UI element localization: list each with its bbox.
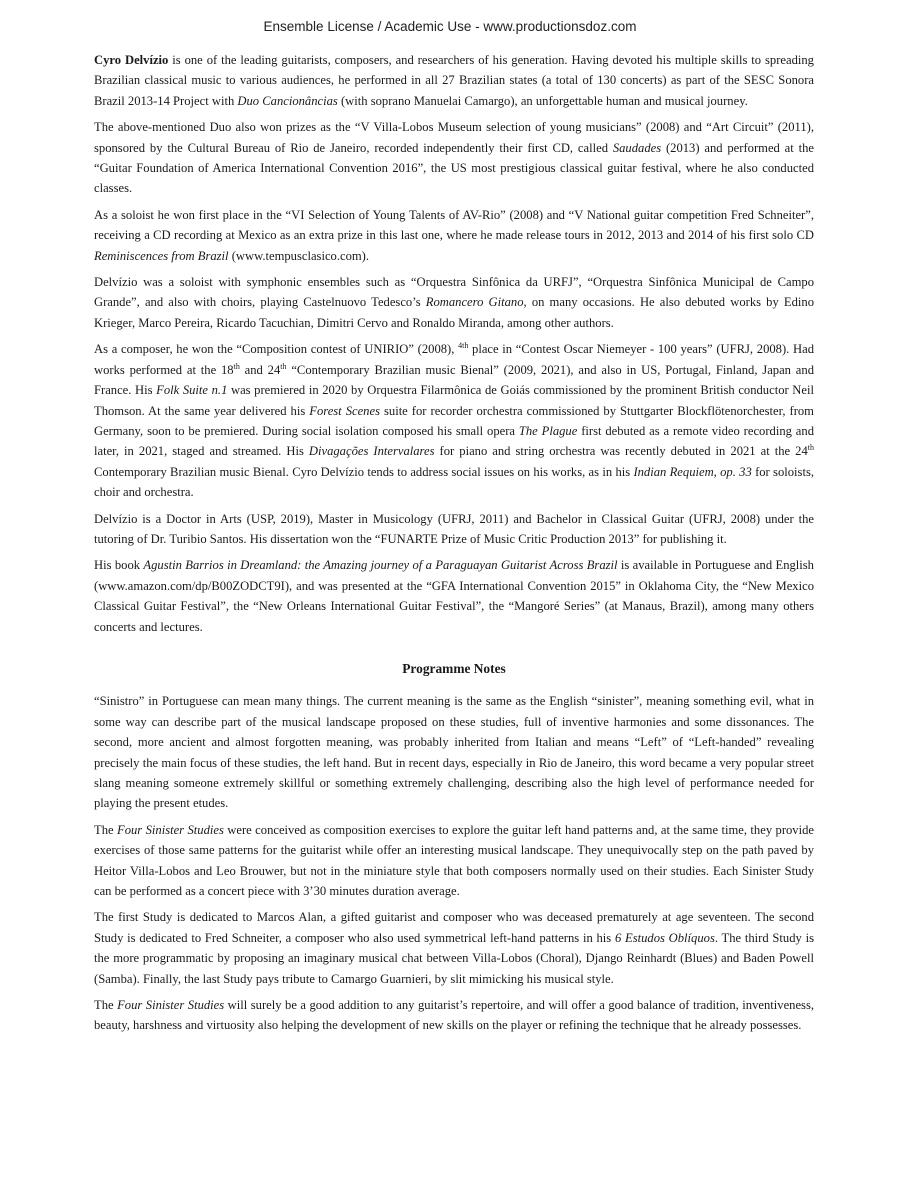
programme-paragraph-2 <box>94 820 814 902</box>
ordinal-superscript: 4th <box>458 341 469 351</box>
italic-title: Four Sinister Studies <box>117 998 225 1013</box>
text-run: . The third Study is the more programmatic by proposing an imaginary musical chat between Villa-Lobos (Choral), Django Reinhardt (Blues) and Baden Powell (Samba). Finally, the last Study pays tribute to Camargo Guarnieri, by slit mimicking his musical style. <box>94 930 814 986</box>
programme-paragraph-4 <box>94 995 814 1036</box>
text-run: for soloists, choir and orchestra. <box>94 464 814 500</box>
italic-title: Duo Cancionâncias <box>237 93 338 108</box>
italic-title: Agustin Barrios in Dreamland: the Amazing journey of a Paraguayan Guitarist Across Brazil <box>143 558 618 573</box>
text-run: is one of the leading guitarists, composers, and researchers of his generation. Having devoted his multiple skills to spreading Brazilian classical music to various audiences, he performed in all 27 Brazilian states (a total of 130 concerts) as part of the SESC Sonora Brazil 2013-14 Project with <box>94 53 814 108</box>
document-body <box>94 50 814 1036</box>
text-run: As a soloist he won first place in the “VI Selection of Young Talents of AV-Rio” (2008) and “V National guitar competition Fred Schneiter”, receiving a CD recording at Mexico as an extra prize in this last one, where he made release tours in 2012, 2013 and 2014 of his first solo CD <box>94 207 814 243</box>
text-run: Delvízio is a Doctor in Arts (USP, 2019), Master in Musicology (UFRJ, 2011) and Bachelor in Classical Guitar (UFRJ, 2008) under the tutoring of Dr. Turibio Santos. His dissertation won the “FUNARTE Prize of Music Critic Production 2013” for publishing it. <box>94 511 814 546</box>
bio-paragraph-4 <box>94 272 814 333</box>
text-run: (with soprano Manuelai Camargo), an unforgettable human and musical journey. <box>337 93 748 108</box>
italic-title: The Plague <box>518 423 578 438</box>
text-run: “Contemporary Brazilian music Bienal” (2009, 2021), and also in US, Portugal, Finland, Japan and France. His <box>94 362 814 398</box>
italic-title: Reminiscences from Brazil <box>94 248 229 263</box>
italic-title: Indian Requiem, op. 33 <box>633 464 752 479</box>
italic-title: Folk Suite n.1 <box>156 383 228 398</box>
italic-title: Four Sinister Studies <box>117 822 224 837</box>
text-run: and 24 <box>239 362 281 377</box>
ordinal-superscript: th <box>233 361 240 371</box>
text-run: The above-mentioned Duo also won prizes as the “V Villa-Lobos Museum selection of young musicians” (2008) and “Art Circuit” (2011), sponsored by the Cultural Bureau of Rio de Janeiro, recorded independently their first CD, called <box>94 120 814 155</box>
text-run: (www.tempusclasico.com). <box>228 248 370 263</box>
text-run: is available in Portuguese and English (www.amazon.com/dp/B00ZODCT9I), and was presented at the “GFA International Convention 2015” in Oklahoma City, the “New Mexico Classical Guitar Festival”, the “New Orleans International Guitar Festival”, the “Mangoré Series” (at Manaus, Brazil), among many others concerts and lectures. <box>94 558 814 634</box>
text-run: suite for recorder orchestra commissioned by Stuttgarter Blockflötenorchester, from Germany, soon to be premiered. During social isolation composed his small opera <box>94 403 814 438</box>
bio-paragraph-7 <box>94 555 814 637</box>
italic-title: Saudades <box>612 140 662 155</box>
text-run: was premiered in 2020 by Orquestra Filarmônica de Goiás commissioned by the prominent British conductor Neil Thomson. At the same year delivered his <box>94 383 814 418</box>
text-run: “Sinistro” in Portuguese can mean many things. The current meaning is the same as the English “sinister”, meaning something evil, what in some way can describe part of the musical landscape proposed on these studies, full of inventive harmonies and some dissonances. The second, more ancient and almost forgotten meaning, was probably inherited from Italian and means “Left” of “Left-handed” revealing precisely the main focus of these studies, the left hand. But in recent days, especially in Rio de Janeiro, this word became a very popular street slang meaning someone extremely skillful or something extremely challenging, describing also the high level of performance needed for playing the present etudes. <box>94 694 814 811</box>
italic-title: Divagações Intervalares <box>308 444 435 459</box>
text-run: Delvízio was a soloist with symphonic ensembles such as “Orquestra Sinfônica da URFJ”, “Orquestra Sinfônica Municipal de Campo Grande”, and also with choirs, playing Castelnuovo Tedesco’s <box>94 275 814 310</box>
ordinal-superscript: th <box>280 361 287 371</box>
text-run: , on many occasions. He also debuted works by Edino Krieger, Marco Pereira, Ricardo Tacuchian, Dimitri Cervo and Ronaldo Miranda, among other authors. <box>94 295 814 330</box>
text-run: first debuted as a remote video recording and later, in 2021, staged and streamed. His <box>94 423 814 459</box>
bio-paragraph-2 <box>94 117 814 199</box>
programme-paragraph-3 <box>94 907 814 989</box>
text-run: will surely be a good addition to any guitarist’s repertoire, and will offer a good balance of tradition, inventiveness, beauty, harshness and virtuosity also helping the development of new skills on the player or refining the technique that he already possesses. <box>94 998 815 1033</box>
italic-title: Forest Scenes <box>309 403 380 418</box>
license-header: Ensemble License / Academic Use - www.productionsdoz.com <box>263 19 637 34</box>
text-run: The <box>94 998 118 1013</box>
text-run: (2013) and performed at the “Guitar Foundation of America International Convention 2016”, the US most prestigious classical guitar festival, where he also conducted classes. <box>94 140 814 196</box>
text-run: As a composer, he won the “Composition contest of UNIRIO” (2008), <box>94 342 459 357</box>
programme-paragraph-1 <box>94 691 814 813</box>
programme-notes-heading: Programme Notes <box>402 660 506 676</box>
text-run: His book <box>94 558 144 573</box>
text-run: Contemporary Brazilian music Bienal. Cyro Delvízio tends to address social issues on his works, as in his <box>94 464 634 479</box>
text-run: were conceived as composition exercises to explore the guitar left hand patterns and, at the same time, they provide exercises of those same patterns for the guitarist while offer an interesting musical landscape. They unequivocally step on the path paved by Heitor Villa-Lobos and Leo Brouwer, but not in the miniature style that both composers normally used on their studies. Each Sinister Study can be performed as a concert piece with 3’30 minutes duration average. <box>94 822 814 899</box>
text-run: place in “Contest Oscar Niemeyer - 100 years” (UFRJ, 2008). Had works performed at the 18 <box>94 342 814 377</box>
ordinal-superscript: th <box>807 443 815 453</box>
bio-paragraph-5 <box>94 339 814 502</box>
text-run: for piano and string orchestra was recently debuted in 2021 at the 24 <box>434 444 808 459</box>
bio-paragraph-1 <box>94 50 814 111</box>
text-run: The first Study is dedicated to Marcos Alan, a gifted guitarist and composer who was deceased prematurely at age seventeen. The second Study is dedicated to Fred Schneiter, a composer who also used symmetrical left-hand patterns in his <box>94 910 814 945</box>
bio-paragraph-6 <box>94 509 814 550</box>
italic-title: Romancero Gitano <box>425 295 524 310</box>
italic-title: 6 Estudos Oblíquos <box>614 930 715 945</box>
composer-name: Cyro Delvízio <box>94 53 169 67</box>
text-run: The <box>94 822 117 837</box>
bio-paragraph-3 <box>94 205 814 266</box>
